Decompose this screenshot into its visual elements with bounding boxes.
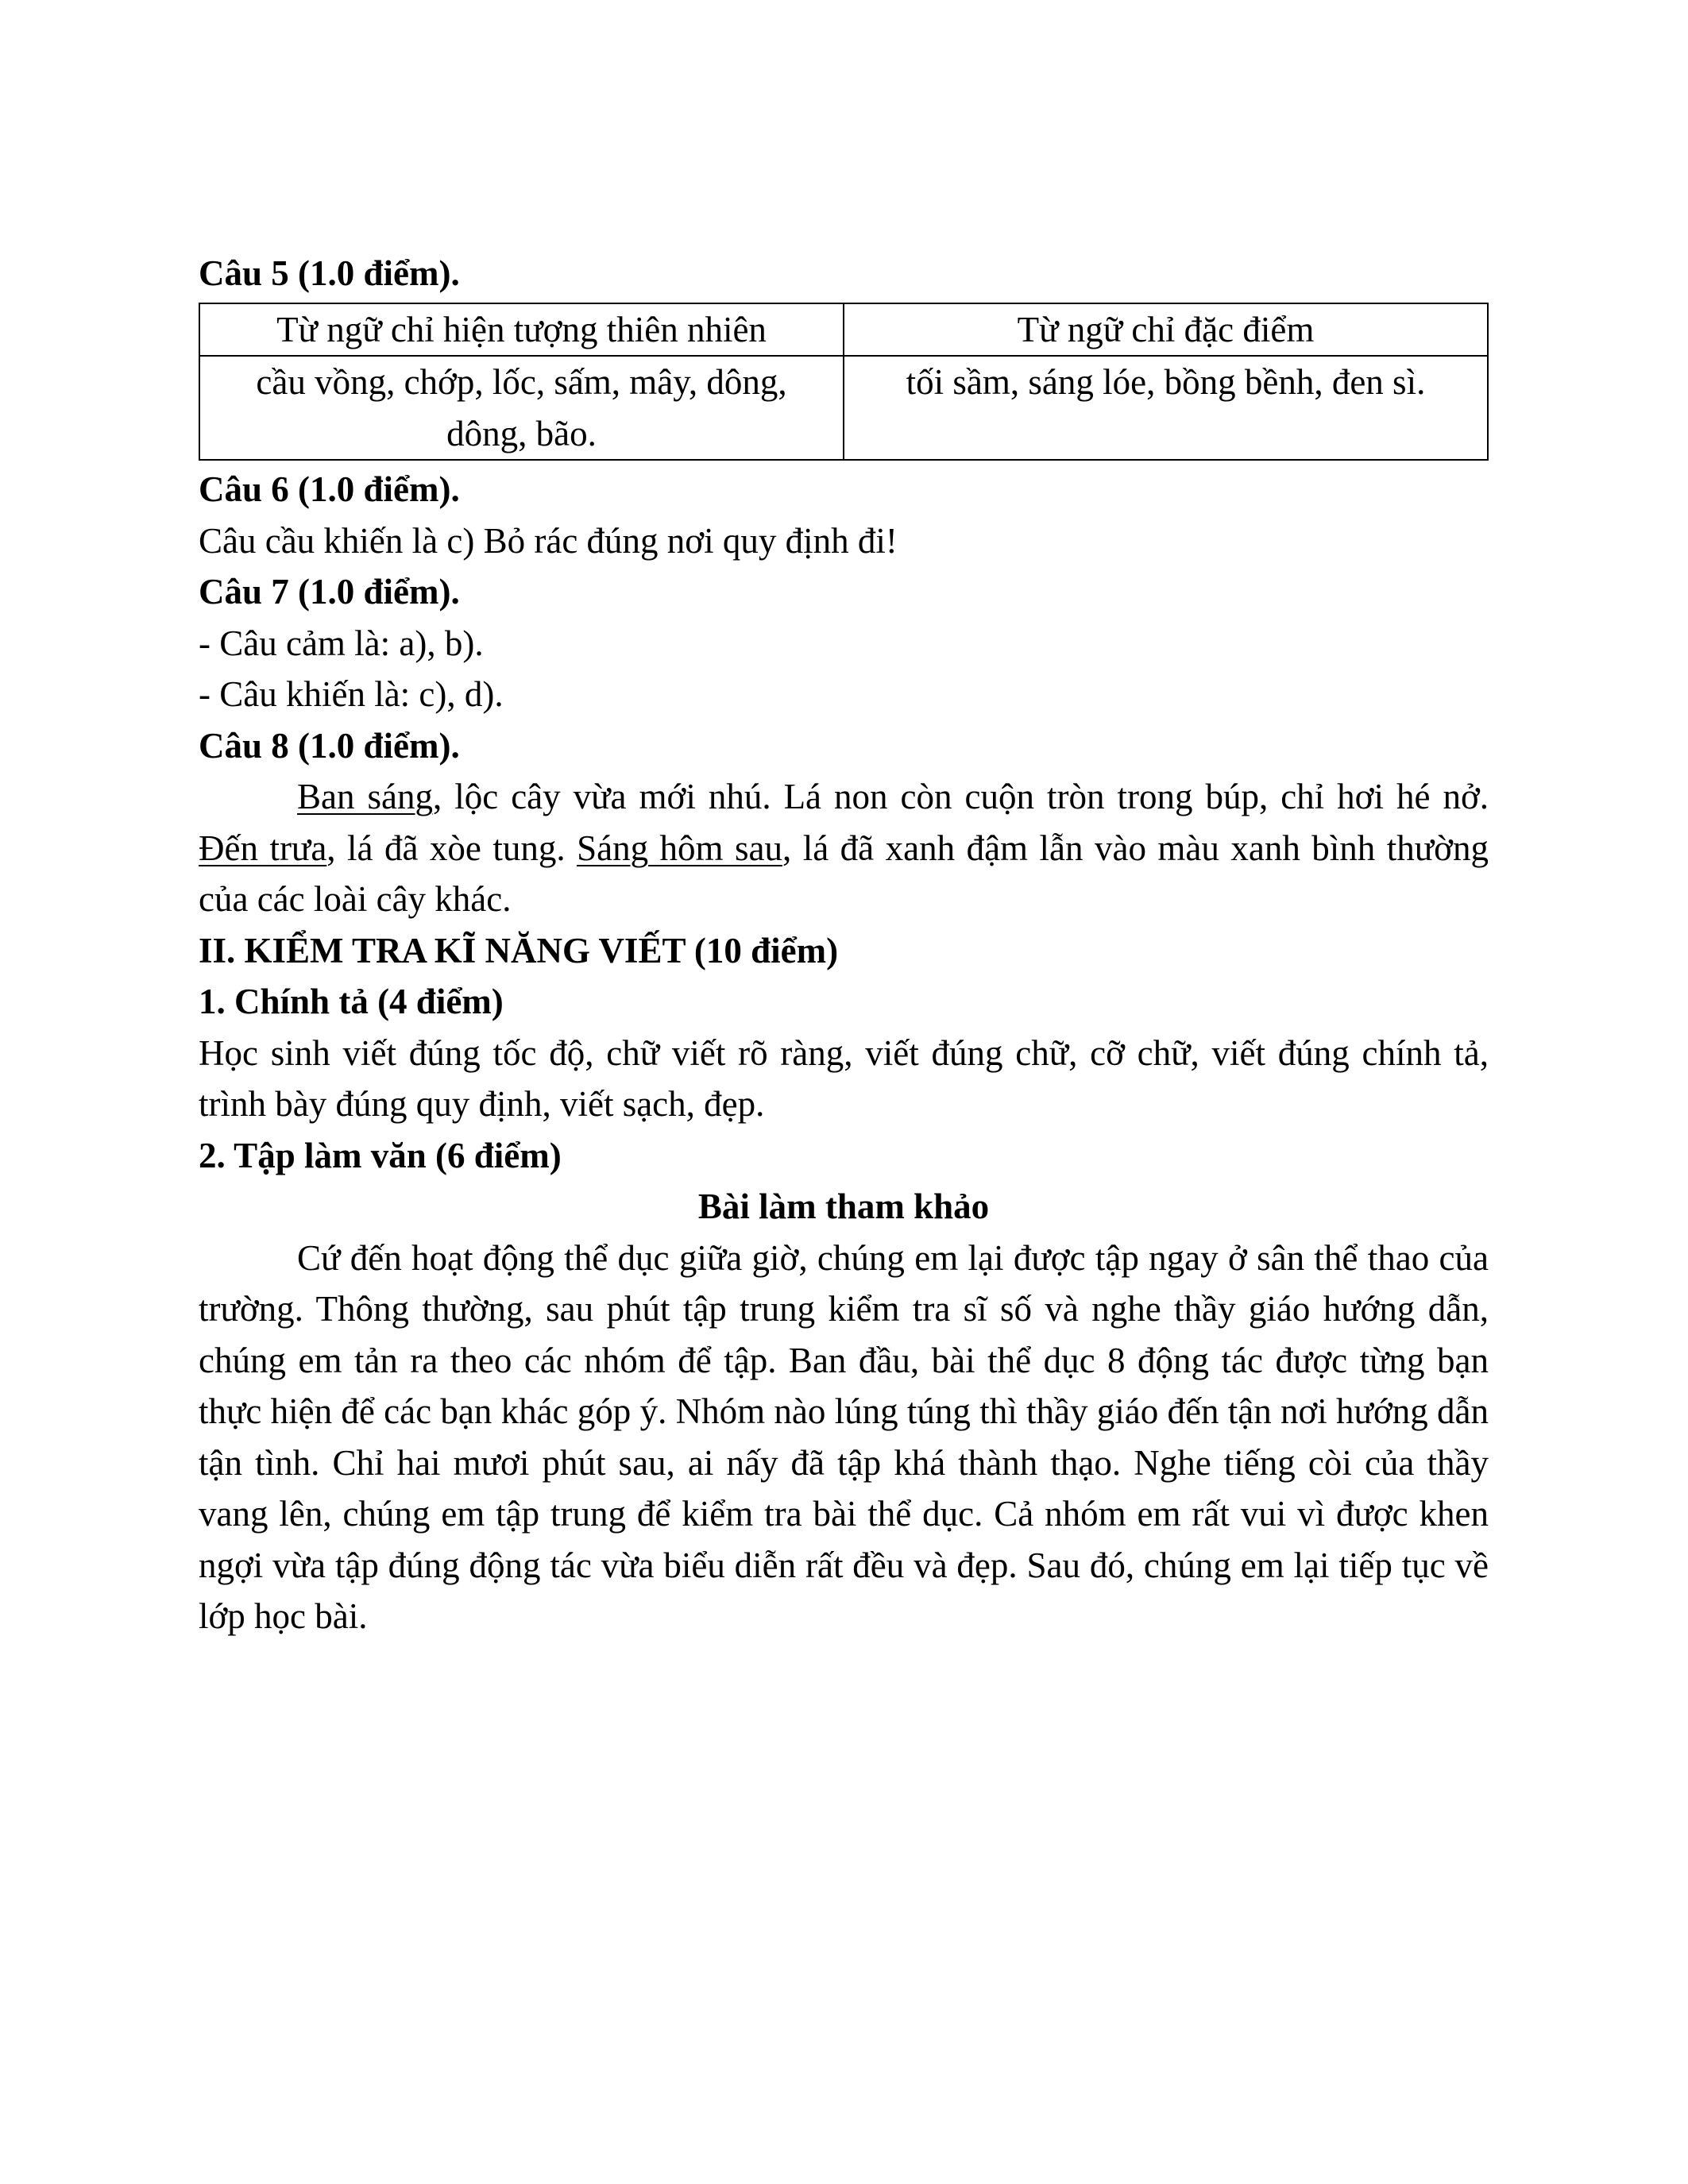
underlined-time-phrase: Đến trưa xyxy=(199,828,327,868)
underlined-time-phrase: Ban sáng xyxy=(297,777,433,816)
q8-text-segment: , lá đã xòe tung. xyxy=(326,828,577,868)
table-cell-feature-words: tối sầm, sáng lóe, bồng bềnh, đen sì. xyxy=(844,356,1488,460)
table-cell-nature-words: cầu vồng, chớp, lốc, sấm, mây, dông, dông, bão. xyxy=(199,356,844,460)
q7-answer-exclamative: - Câu cảm là: a), b). xyxy=(199,623,484,663)
table-header-row xyxy=(199,303,1488,357)
essay-title: Bài làm tham khảo xyxy=(697,1187,990,1226)
underlined-time-phrase: Sáng hôm sau xyxy=(577,828,783,868)
essay-text: Cứ đến hoạt động thể dục giữa giờ, chúng em lại được tập ngay ở sân thể thao của trường. Thông thường, sau phút tập trung kiểm tra sĩ số và nghe thầy giáo hướng dẫn, chúng em tản ra theo các nhóm để tập. Ban đầu, bài thể dục 8 động tác được từng bạn thực hiện để các bạn khác góp ý. Nhóm nào lúng túng thì thầy giáo đến tận nơi hướng dẫn tận tình. Chỉ hai mươi phút sau, ai nấy đã tập khá thành thạo. Nghe tiếng còi của thầy vang lên, chúng em tập trung để kiểm tra bài thể dục. Cả nhóm em rất vui vì được khen ngợi vừa tập đúng động tác vừa biểu diễn rất đều và đẹp. Sau đó, chúng em lại tiếp tục về lớp học bài. xyxy=(199,1237,1489,1636)
table-header-feature-words: Từ ngữ chỉ đặc điểm xyxy=(844,303,1488,357)
q8-paragraph xyxy=(199,771,1489,925)
q6-answer: Câu cầu khiến là c) Bỏ rác đúng nơi quy định đi! xyxy=(199,520,898,561)
q7-answer-imperative: - Câu khiến là: c), d). xyxy=(199,674,504,714)
q5-words-table xyxy=(199,303,1489,461)
q5-heading: Câu 5 (1.0 điểm). xyxy=(199,253,460,293)
part-1-text: Học sinh viết đúng tốc độ, chữ viết rõ ràng, viết đúng chữ, cỡ chữ, viết đúng chính tả, trình bày đúng quy định, viết sạch, đẹp. xyxy=(199,1032,1489,1124)
q8-text-segment: , lộc cây vừa mới nhú. Lá non còn cuộn tròn trong búp, chỉ hơi hé nở. xyxy=(432,777,1489,816)
q8-text-segment: , lá đã xanh đậm lẫn vào màu xanh bình thường của các loài cây khác. xyxy=(199,828,1489,919)
table-row xyxy=(199,356,1488,460)
document-page xyxy=(199,248,1489,1642)
part-2-heading: 2. Tập làm văn (6 điểm) xyxy=(199,1135,562,1175)
q6-heading: Câu 6 (1.0 điểm). xyxy=(199,469,460,509)
section-2-heading: II. KIỂM TRA KĨ NĂNG VIẾT (10 điểm) xyxy=(199,930,839,970)
part-1-heading: 1. Chính tả (4 điểm) xyxy=(199,982,504,1021)
table-header-nature-words: Từ ngữ chỉ hiện tượng thiên nhiên xyxy=(199,303,844,357)
q7-heading: Câu 7 (1.0 điểm). xyxy=(199,572,460,612)
q8-heading: Câu 8 (1.0 điểm). xyxy=(199,725,460,766)
